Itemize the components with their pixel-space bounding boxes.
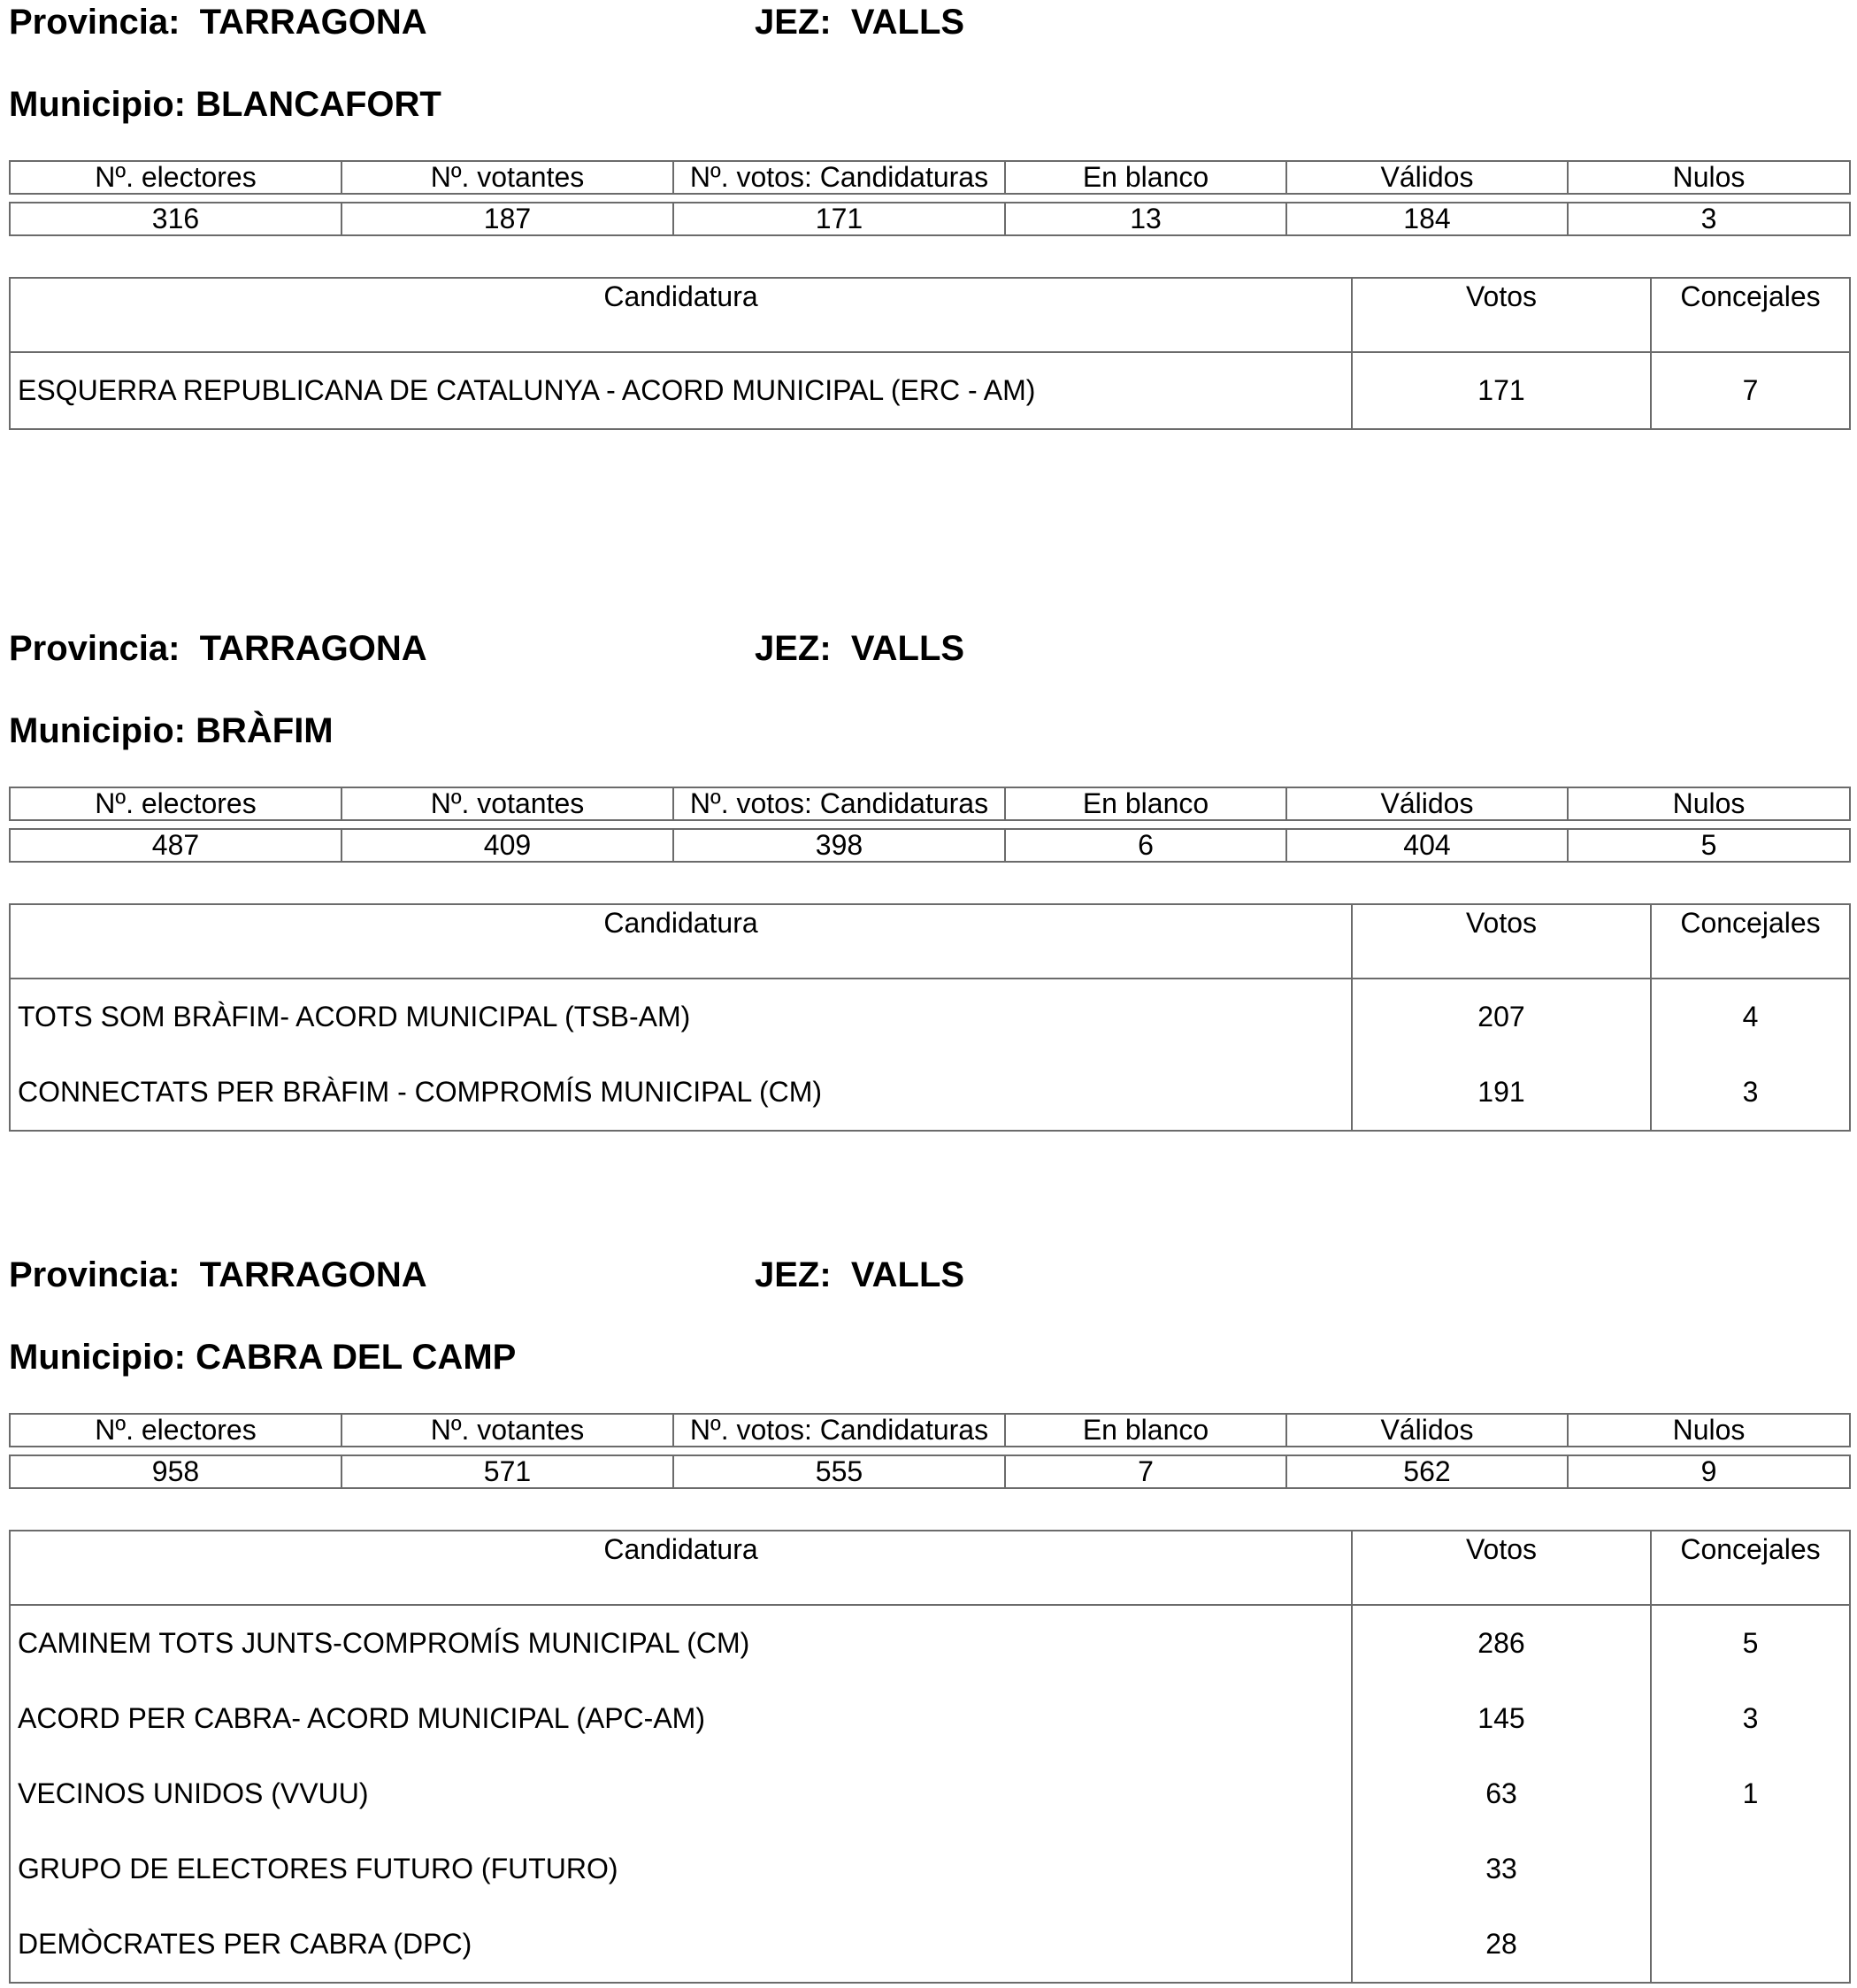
cand-header-concejales: Concejales xyxy=(1651,904,1850,979)
provincia-value: TARRAGONA xyxy=(199,1255,427,1294)
cand-header-row xyxy=(10,904,1850,979)
stats-table xyxy=(9,160,1851,236)
cand-name: DEMÒCRATES PER CABRA (DPC) xyxy=(10,1907,1352,1983)
cand-concejales: 4 xyxy=(1651,979,1850,1055)
cand-name: VECINOS UNIDOS (VVUU) xyxy=(10,1756,1352,1831)
stats-header-row xyxy=(10,1414,1850,1447)
cand-name: GRUPO DE ELECTORES FUTURO (FUTURO) xyxy=(10,1831,1352,1907)
cand-header-row xyxy=(10,1531,1850,1605)
cand-votos: 145 xyxy=(1352,1681,1651,1756)
provincia-label: Provincia: xyxy=(9,3,180,42)
stats-value-cell: 5 xyxy=(1568,829,1850,862)
stats-table xyxy=(9,1413,1851,1489)
stats-header-cell: Válidos xyxy=(1286,787,1568,820)
cand-concejales xyxy=(1651,1831,1850,1907)
candidaturas-table xyxy=(9,903,1851,1132)
stats-value-cell: 184 xyxy=(1286,203,1568,235)
stats-header-cell: En blanco xyxy=(1005,1414,1286,1447)
stats-header-cell: Nulos xyxy=(1568,1414,1850,1447)
stats-header-cell: Nº. electores xyxy=(10,1414,341,1447)
provincia-line xyxy=(9,628,427,669)
stats-table xyxy=(9,787,1851,863)
municipio-value: CABRA DEL CAMP xyxy=(196,1338,517,1377)
cand-concejales: 7 xyxy=(1651,352,1850,429)
table-row xyxy=(10,979,1850,1055)
municipio-label: Municipio: xyxy=(9,85,186,124)
cand-name: ACORD PER CABRA- ACORD MUNICIPAL (APC-AM) xyxy=(10,1681,1352,1756)
jez-label: JEZ: xyxy=(755,1255,832,1294)
stats-value-row xyxy=(10,203,1850,235)
provincia-label: Provincia: xyxy=(9,1255,180,1294)
cand-votos: 191 xyxy=(1352,1055,1651,1131)
provincia-line xyxy=(9,2,427,42)
stats-value-cell: 398 xyxy=(673,829,1005,862)
stats-value-cell: 187 xyxy=(341,203,673,235)
stats-value-row xyxy=(10,829,1850,862)
stats-header-cell: En blanco xyxy=(1005,787,1286,820)
stats-value-cell: 13 xyxy=(1005,203,1286,235)
table-row xyxy=(10,1055,1850,1131)
stats-header-cell: Nº. votos: Candidaturas xyxy=(673,787,1005,820)
stats-header-row xyxy=(10,787,1850,820)
provincia-value: TARRAGONA xyxy=(199,3,427,42)
municipio-line xyxy=(9,84,441,125)
jez-line xyxy=(755,2,964,42)
provincia-value: TARRAGONA xyxy=(199,629,427,668)
stats-header-cell: Nulos xyxy=(1568,787,1850,820)
stats-value-cell: 571 xyxy=(341,1455,673,1488)
cand-concejales: 3 xyxy=(1651,1055,1850,1131)
municipio-value: BLANCAFORT xyxy=(196,85,441,124)
stats-value-cell: 958 xyxy=(10,1455,341,1488)
table-row xyxy=(10,1831,1850,1907)
candidaturas-table xyxy=(9,277,1851,430)
stats-value-cell: 6 xyxy=(1005,829,1286,862)
jez-value: VALLS xyxy=(850,629,965,668)
cand-header-candidatura: Candidatura xyxy=(10,278,1352,352)
cand-votos: 286 xyxy=(1352,1605,1651,1681)
stats-header-cell: Nº. electores xyxy=(10,787,341,820)
provincia-label: Provincia: xyxy=(9,629,180,668)
cand-header-row xyxy=(10,278,1850,352)
stats-header-cell: En blanco xyxy=(1005,161,1286,194)
cand-votos: 171 xyxy=(1352,352,1651,429)
municipio-label: Municipio: xyxy=(9,711,186,750)
stats-header-cell: Nulos xyxy=(1568,161,1850,194)
jez-value: VALLS xyxy=(850,3,965,42)
cand-concejales: 1 xyxy=(1651,1756,1850,1831)
stats-header-cell: Válidos xyxy=(1286,161,1568,194)
cand-header-concejales: Concejales xyxy=(1651,278,1850,352)
table-row xyxy=(10,1605,1850,1681)
cand-header-concejales: Concejales xyxy=(1651,1531,1850,1605)
stats-header-cell: Nº. votos: Candidaturas xyxy=(673,161,1005,194)
stats-header-cell: Válidos xyxy=(1286,1414,1568,1447)
stats-value-cell: 316 xyxy=(10,203,341,235)
stats-header-cell: Nº. votantes xyxy=(341,161,673,194)
stats-value-cell: 409 xyxy=(341,829,673,862)
table-row xyxy=(10,1681,1850,1756)
cand-header-candidatura: Candidatura xyxy=(10,904,1352,979)
stats-value-row xyxy=(10,1455,1850,1488)
stats-value-cell: 9 xyxy=(1568,1455,1850,1488)
jez-value: VALLS xyxy=(850,1255,965,1294)
provincia-line xyxy=(9,1255,427,1295)
cand-concejales xyxy=(1651,1907,1850,1983)
municipio-line xyxy=(9,1337,516,1378)
stats-value-cell: 487 xyxy=(10,829,341,862)
cand-concejales: 3 xyxy=(1651,1681,1850,1756)
stats-header-cell: Nº. votos: Candidaturas xyxy=(673,1414,1005,1447)
cand-name: ESQUERRA REPUBLICANA DE CATALUNYA - ACORD MUNICIPAL (ERC - AM) xyxy=(10,352,1352,429)
stats-header-cell: Nº. votantes xyxy=(341,787,673,820)
stats-header-row xyxy=(10,161,1850,194)
jez-label: JEZ: xyxy=(755,3,832,42)
table-row xyxy=(10,1907,1850,1983)
cand-header-votos: Votos xyxy=(1352,1531,1651,1605)
cand-name: TOTS SOM BRÀFIM- ACORD MUNICIPAL (TSB-AM) xyxy=(10,979,1352,1055)
cand-name: CAMINEM TOTS JUNTS-COMPROMÍS MUNICIPAL (CM) xyxy=(10,1605,1352,1681)
stats-value-cell: 562 xyxy=(1286,1455,1568,1488)
jez-line xyxy=(755,1255,964,1295)
cand-concejales: 5 xyxy=(1651,1605,1850,1681)
stats-header-cell: Nº. votantes xyxy=(341,1414,673,1447)
cand-votos: 28 xyxy=(1352,1907,1651,1983)
cand-votos: 63 xyxy=(1352,1756,1651,1831)
jez-label: JEZ: xyxy=(755,629,832,668)
municipio-line xyxy=(9,710,334,751)
candidaturas-table xyxy=(9,1530,1851,1984)
cand-header-votos: Votos xyxy=(1352,904,1651,979)
municipio-label: Municipio: xyxy=(9,1338,186,1377)
cand-votos: 33 xyxy=(1352,1831,1651,1907)
stats-value-cell: 3 xyxy=(1568,203,1850,235)
cand-header-votos: Votos xyxy=(1352,278,1651,352)
cand-header-candidatura: Candidatura xyxy=(10,1531,1352,1605)
stats-value-cell: 7 xyxy=(1005,1455,1286,1488)
stats-header-cell: Nº. electores xyxy=(10,161,341,194)
stats-value-cell: 171 xyxy=(673,203,1005,235)
cand-votos: 207 xyxy=(1352,979,1651,1055)
jez-line xyxy=(755,628,964,669)
cand-name: CONNECTATS PER BRÀFIM - COMPROMÍS MUNICIPAL (CM) xyxy=(10,1055,1352,1131)
stats-value-cell: 555 xyxy=(673,1455,1005,1488)
table-row xyxy=(10,352,1850,429)
municipio-value: BRÀFIM xyxy=(196,711,334,750)
stats-value-cell: 404 xyxy=(1286,829,1568,862)
table-row xyxy=(10,1756,1850,1831)
